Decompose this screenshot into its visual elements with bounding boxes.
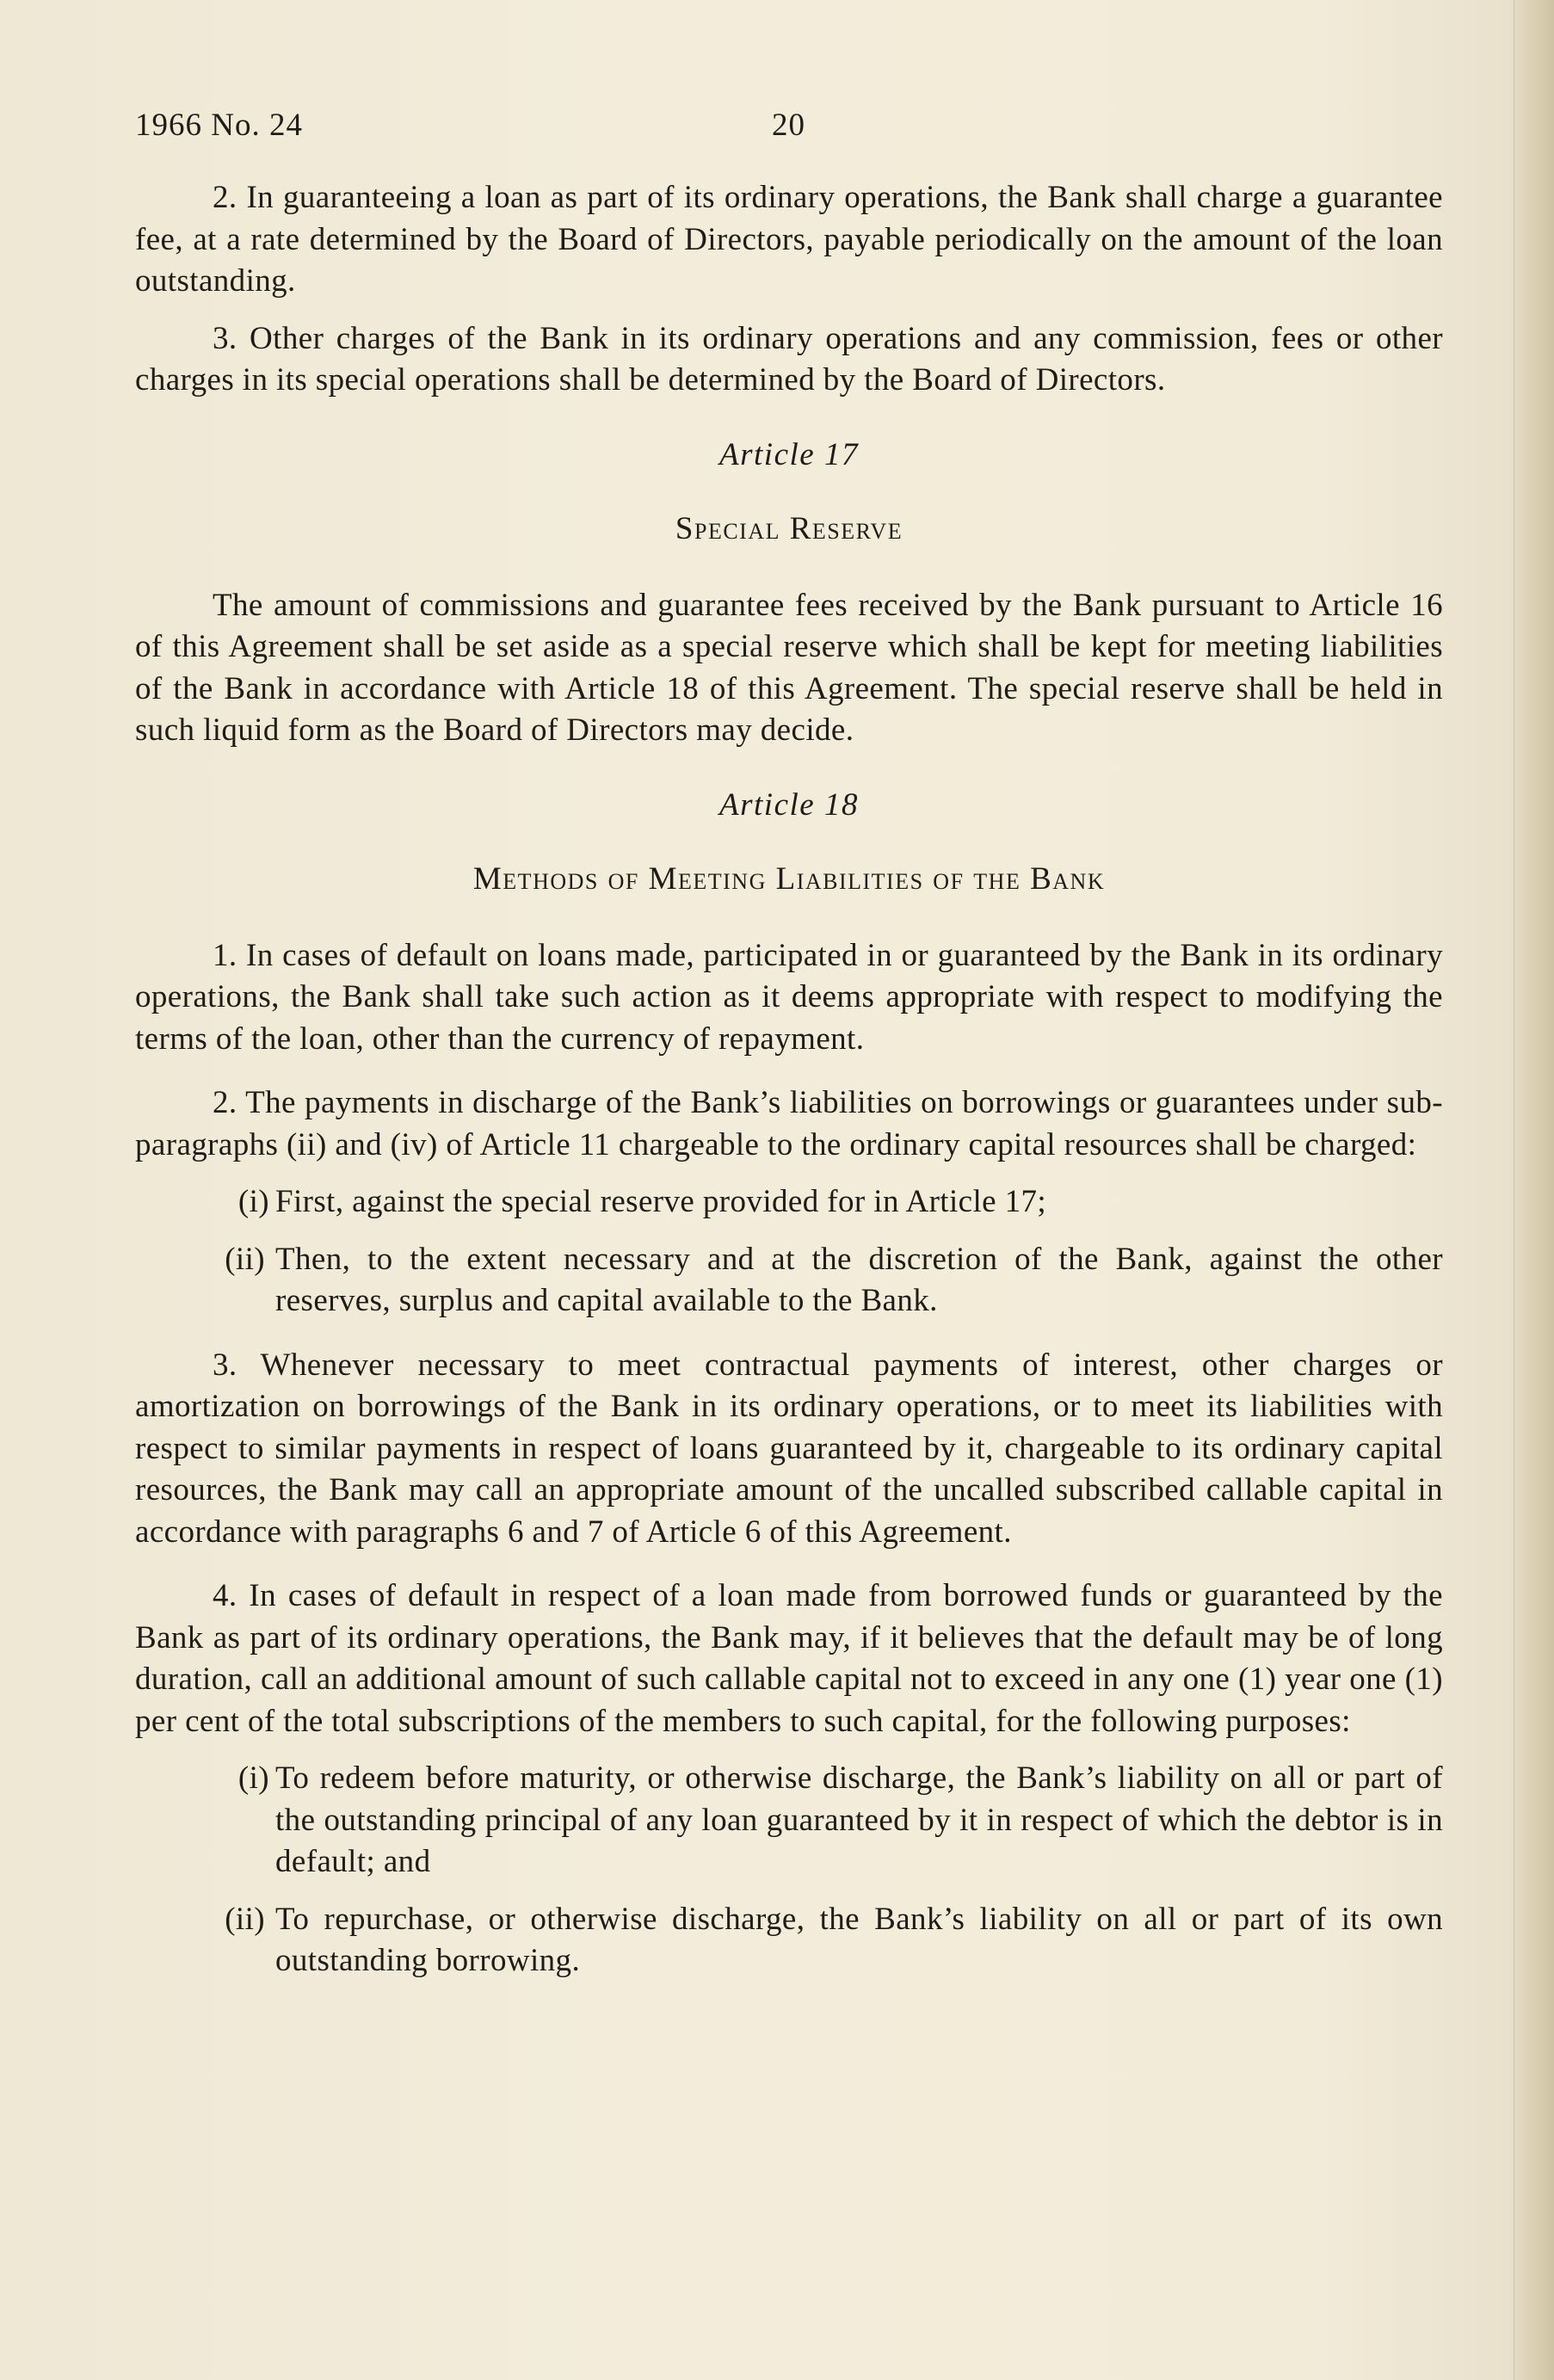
document-number: 1966 No. 24 [135, 108, 303, 143]
list-item-label: (ii) [225, 1241, 265, 1277]
article18-paragraph-1: 1. In cases of default on loans made, participated in or guaranteed by the Bank in its ordinary operations, the Bank shall take such action as it deems appropriate with respect to modifying the terms of the loan, other than the currency of repayment. [135, 937, 1443, 1057]
list-item-label: (i) [237, 1760, 269, 1796]
list-item-text: To repurchase, or otherwise discharge, the Bank’s liability on all or part of its own outstanding borrowing. [275, 1901, 1443, 1978]
article18-paragraph-3: 3. Whenever necessary to meet contractual payments of interest, other charges or amortization on borrowings of the Bank in its ordinary operations, or to meet its liabilities with respect to similar payments in respect of loans guaranteed by it, chargeable to its ordinary capital resources, the Bank may call an appropriate amount of the uncalled subscribed callable capital in accordance with paragraphs 6 and 7 of Article 6 of this Agreement. [135, 1347, 1443, 1550]
list-item-label: (i) [237, 1184, 269, 1219]
article17-text: The amount of commissions and guarantee fees received by the Bank pursuant to Article 16 of this Agreement shall be set aside as a special reserve which shall be kept for meeting liabilities of the Bank in accordance with Article 18 of this Agreement. The special reserve shall be held in such liquid form as the Board of Directors may decide. [135, 587, 1443, 748]
list-item-label: (ii) [225, 1901, 265, 1937]
article18-title: Methods of Meeting Liabilities of the Bank [472, 861, 1106, 897]
page-body [135, 177, 1443, 1982]
list-item [135, 1899, 1443, 1982]
list-item-text: To redeem before maturity, or otherwise discharge, the Bank’s liability on all or part of the outstanding principal of any loan guaranteed by it in respect of which the debtor is in default; and [275, 1760, 1443, 1879]
article16-paragraph-3: 3. Other charges of the Bank in its ordinary operations and any commission, fees or other charges in its special operations shall be determined by the Board of Directors. [135, 320, 1443, 398]
list-item-text: Then, to the extent necessary and at the discretion of the Bank, against the other reserves, surplus and capital available to the Bank. [275, 1241, 1443, 1318]
article17-title: Special Reserve [675, 511, 903, 546]
page-header [135, 107, 1443, 148]
article18-paragraph-4: 4. In cases of default in respect of a loan made from borrowed funds or guaranteed by the Bank as part of its ordinary operations, the Bank may, if it believes that the default may be of long duration, call an additional amount of such callable capital not to exceed in any one (1) year one (1) per cent of the total subscriptions of the members to such capital, for the following purposes: [135, 1578, 1443, 1739]
list-item [135, 1758, 1443, 1884]
list-item-text: First, against the special reserve provided for in Article 17; [275, 1184, 1047, 1219]
page-number: 20 [772, 108, 805, 143]
page-edge [1514, 0, 1554, 2380]
article18-label: Article 18 [719, 786, 859, 823]
article17-label: Article 17 [719, 436, 859, 472]
list-item [135, 1181, 1443, 1224]
article18-paragraph-2: 2. The payments in discharge of the Bank’s liabilities on borrowings or guarantees under sub-paragraphs (ii) and (iv) of Article 11 chargeable to the ordinary capital resources shall be charged: [135, 1085, 1443, 1162]
list-item [135, 1239, 1443, 1323]
article16-paragraph-2: 2. In guaranteeing a loan as part of its ordinary operations, the Bank shall charge a guarantee fee, at a rate determined by the Board of Directors, payable periodically on the amount of the loan outstanding. [135, 180, 1443, 299]
